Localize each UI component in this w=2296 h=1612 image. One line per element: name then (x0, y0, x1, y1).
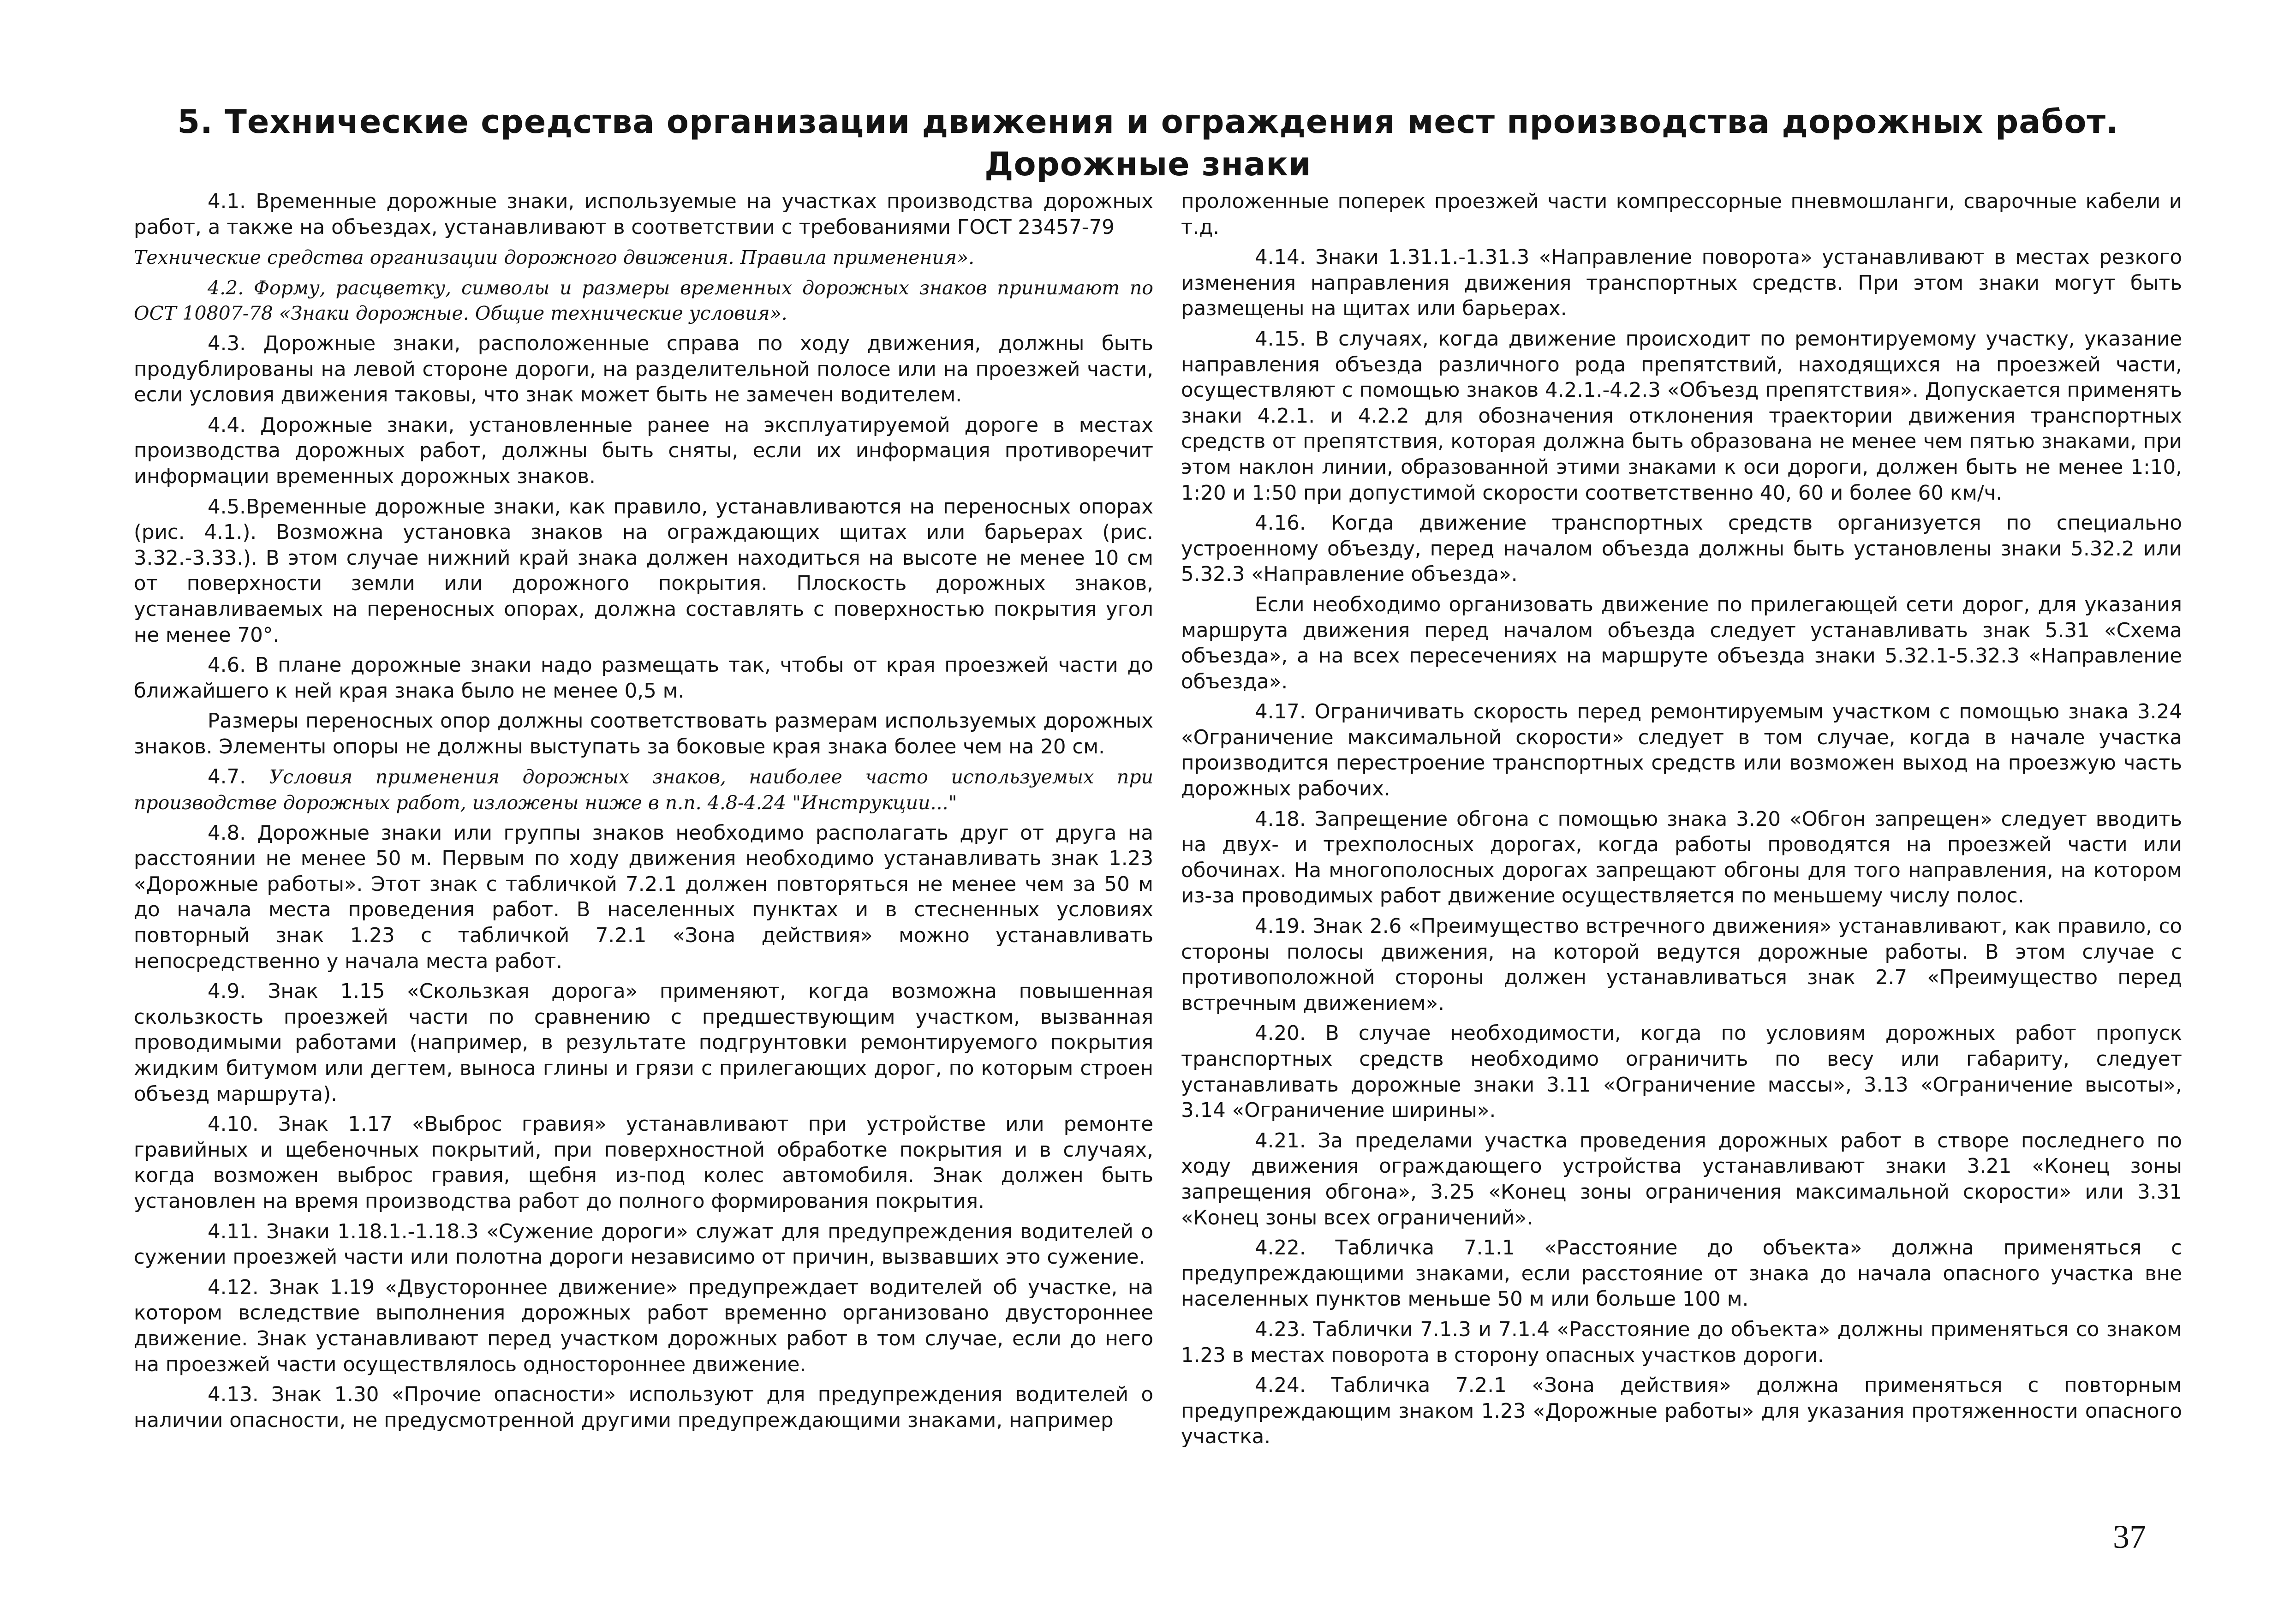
paragraph: 4.8. Дорожные знаки или группы знаков необходимо располагать друг от друга на расстоянии не менее 50 м. Первым по ходу движения необходимо устанавливать знак 1.23 «Дорожные работы». Этот знак с табличкой 7.2.1 должен повторяться не менее чем за 50 м до начала места проведения работ. В населенных пунктах и в стесненных условиях повторный знак 1.23 с табличкой 7.2.1 «Зона действия» можно устанавливать непосредственно у начала места работ. (134, 821, 1153, 973)
paragraph: 4.19. Знак 2.6 «Преимущество встречного движения» устанавливают, как правило, со стороны полосы движения, на которой ведутся дорожные работы. В этом случае с противоположной стороны должен устанавливаться знак 2.7 «Преимущество перед встречным движением». (1181, 915, 2182, 1015)
paragraph: Если необходимо организовать движение по прилегающей сети дорог, для указания маршрута движения перед началом объезда следует устанавливать знак 5.31 «Схема объезда», а на всех пересечениях на маршруте объезда знаки 5.32.1-5.32.3 «Направление объезда». (1181, 593, 2182, 693)
paragraph: 4.22. Табличка 7.1.1 «Расстояние до объекта» должна применяться с предупреждающими знаками, если расстояние от знака до начала опасного участка вне населенных пунктов меньше 50 м или больше 100 м. (1181, 1236, 2182, 1311)
paragraph: 4.20. В случае необходимости, когда по условиям дорожных работ пропуск транспортных средств необходимо ограничить по весу или габариту, следует устанавливать дорожные знаки 3.11 «Ограничение массы», 3.13 «Ограничение высоты», 3.14 «Ограничение ширины». (1181, 1022, 2182, 1122)
paragraph: 4.13. Знак 1.30 «Прочие опасности» используют для предупреждения водителей о наличии опасности, не предусмотренной другими предупреждающими знаками, например (134, 1383, 1153, 1432)
page-title (138, 101, 2158, 185)
paragraph: Технические средства организации дорожного движения. Правила применения». (134, 246, 975, 269)
paragraph: 4.17. Ограничивать скорость перед ремонтируемым участком с помощью знака 3.24 «Ограничение максимальной скорости» следует в том случае, когда в начале участка производится перестроение транспортных средств или возможен выход на проезжую часть дорожных рабочих. (1181, 700, 2182, 801)
paragraph: 4.6. В плане дорожные знаки надо размещать так, чтобы от края проезжей части до ближайшего к ней края знака было не менее 0,5 м. (134, 654, 1153, 703)
paragraph: Размеры переносных опор должны соответствовать размерам используемых дорожных знаков. Элементы опоры не должны выступать за боковые края знака более чем на 20 см. (134, 710, 1153, 758)
paragraph: 4.10. Знак 1.17 «Выброс гравия» устанавливают при устройстве или ремонте гравийных и щебеночных покрытий, при поверхностной обработке покрытия и в случаях, когда возможен выброс гравия, щебня из-под колес автомобиля. Знак должен быть установлен на время производства работ до полного формирования покрытия. (134, 1113, 1153, 1213)
left-column (134, 189, 1153, 1438)
paragraph: 4.24. Табличка 7.2.1 «Зона действия» должна применяться с повторным предупреждающим знаком 1.23 «Дорожные работы» для указания протяженности опасного участка. (1181, 1374, 2182, 1449)
paragraph: 4.3. Дорожные знаки, расположенные справа по ходу движения, должны быть продублированы на левой стороне дороги, на разделительной полосе или на проезжей части, если условия движения таковы, что знак может быть не замечен водителем. (134, 332, 1153, 407)
paragraph: 4.23. Таблички 7.1.3 и 7.1.4 «Расстояние до объекта» должны применяться со знаком 1.23 в местах поворота в сторону опасных участков дороги. (1181, 1318, 2182, 1367)
page-number: 37 (2113, 1518, 2146, 1555)
right-column (1181, 189, 2182, 1455)
paragraph: 4.18. Запрещение обгона с помощью знака 3.20 «Обгон запрещен» следует вводить на двух- и трехполосных дорогах, когда работы проводятся на проезжей части или обочинах. На многополосных дорогах запрещают обгоны для того направления, на котором из-за проводимых работ движение осуществляется по меньшему числу полос. (1181, 807, 2182, 908)
paragraph: 4.2. Форму, расцветку, символы и размеры временных дорожных знаков принимают по ОСТ 10807-78 «Знаки дорожные. Общие технические условия». (134, 276, 1153, 325)
paragraph: 4.15. В случаях, когда движение происходит по ремонтируемому участку, указание направления объезда различного рода препятствий, находящихся на проезжей части, осуществляют с помощью знаков 4.2.1.-4.2.3 «Объезд препятствия». Допускается применять знаки 4.2.1. и 4.2.2 для обозначения отклонения траектории движения транспортных средств от препятствия, которая должна быть образована не менее чем пятью знаками, при этом наклон линии, образованной этими знаками к оси дороги, должен быть не менее 1:10, 1:20 и 1:50 при допустимой скорости соответственно 40, 60 и более 60 км/ч. (1181, 327, 2182, 505)
paragraph: 4.1. Временные дорожные знаки, используемые на участках производства дорожных работ, а также на объездах, устанавливают в соответствии с требованиями ГОСТ 23457-79 (134, 190, 1153, 239)
paragraph: 4.5.Временные дорожные знаки, как правило, устанавливаются на переносных опорах (рис. 4.1.). Возможна установка знаков на ограждающих щитах или барьерах (рис. 3.32.-3.33.). В этом случае нижний край знака должен находиться на высоте не менее 10 см от поверхности земли или дорожного покрытия. Плоскость дорожных знаков, устанавливаемых на переносных опорах, должна составлять с поверхностью покрытия угол не менее 70°. (134, 495, 1153, 647)
paragraph: 4.21. За пределами участка проведения дорожных работ в створе последнего по ходу движения ограждающего устройства устанавливают знаки 3.21 «Конец зоны запрещения обгона», 3.25 «Конец зоны ограничения максимальной скорости» или 3.31 «Конец зоны всех ограничений». (1181, 1129, 2182, 1230)
paragraph-number: 4.7. (208, 765, 269, 789)
paragraph: 4.12. Знак 1.19 «Двустороннее движение» предупреждает водителей об участке, на котором вследствие выполнения дорожных работ временно организовано двустороннее движение. Знак устанавливают перед участком дорожных работ в том случае, если до него на проезжей части осуществлялось одностороннее движение. (134, 1276, 1153, 1376)
paragraph: 4.9. Знак 1.15 «Скользкая дорога» применяют, когда возможна повышенная скользкость проезжей части по сравнению с предшествующим участком, вызванная проводимыми работами (например, в результате подгрунтовки ремонтируемого покрытия жидким битумом или дегтем, выноса глины и грязи с прилегающих дорог, по которым строен объезд маршрута). (134, 980, 1153, 1106)
paragraph: 4.4. Дорожные знаки, установленные ранее на эксплуатируемой дороге в местах производства дорожных работ, должны быть сняты, если их информация противоречит информации временных дорожных знаков. (134, 413, 1153, 488)
paragraph: 4.16. Когда движение транспортных средств организуется по специально устроенному объезду, перед началом объезда должны быть установлены знаки 5.32.2 или 5.32.3 «Направление объезда». (1181, 512, 2182, 586)
paragraph-text: Условия применения дорожных знаков, наиболее часто используемых при производстве дорожных работ, изложены ниже в п.п. 4.8-4.24 "Инструкции..." (134, 766, 1153, 814)
paragraph: 4.14. Знаки 1.31.1.-1.31.3 «Направление поворота» устанавливают в местах резкого изменения направления движения транспортных средств. При этом знаки могут быть размещены на щитах или барьерах. (1181, 246, 2182, 321)
title-line-1: 5. Технические средства организации движения и ограждения мест производства дорожных работ. (177, 103, 2119, 141)
paragraph (134, 764, 1153, 816)
title-line-2: Дорожные знаки (984, 145, 1312, 183)
paragraph: проложенные поперек проезжей части компрессорные пневмошланги, сварочные кабели и т.д. (1181, 190, 2182, 239)
paragraph: 4.11. Знаки 1.18.1.-1.18.3 «Сужение дороги» служат для предупреждения водителей о сужении проезжей части или полотна дороги независимо от причин, вызвавших это сужение. (134, 1220, 1153, 1269)
